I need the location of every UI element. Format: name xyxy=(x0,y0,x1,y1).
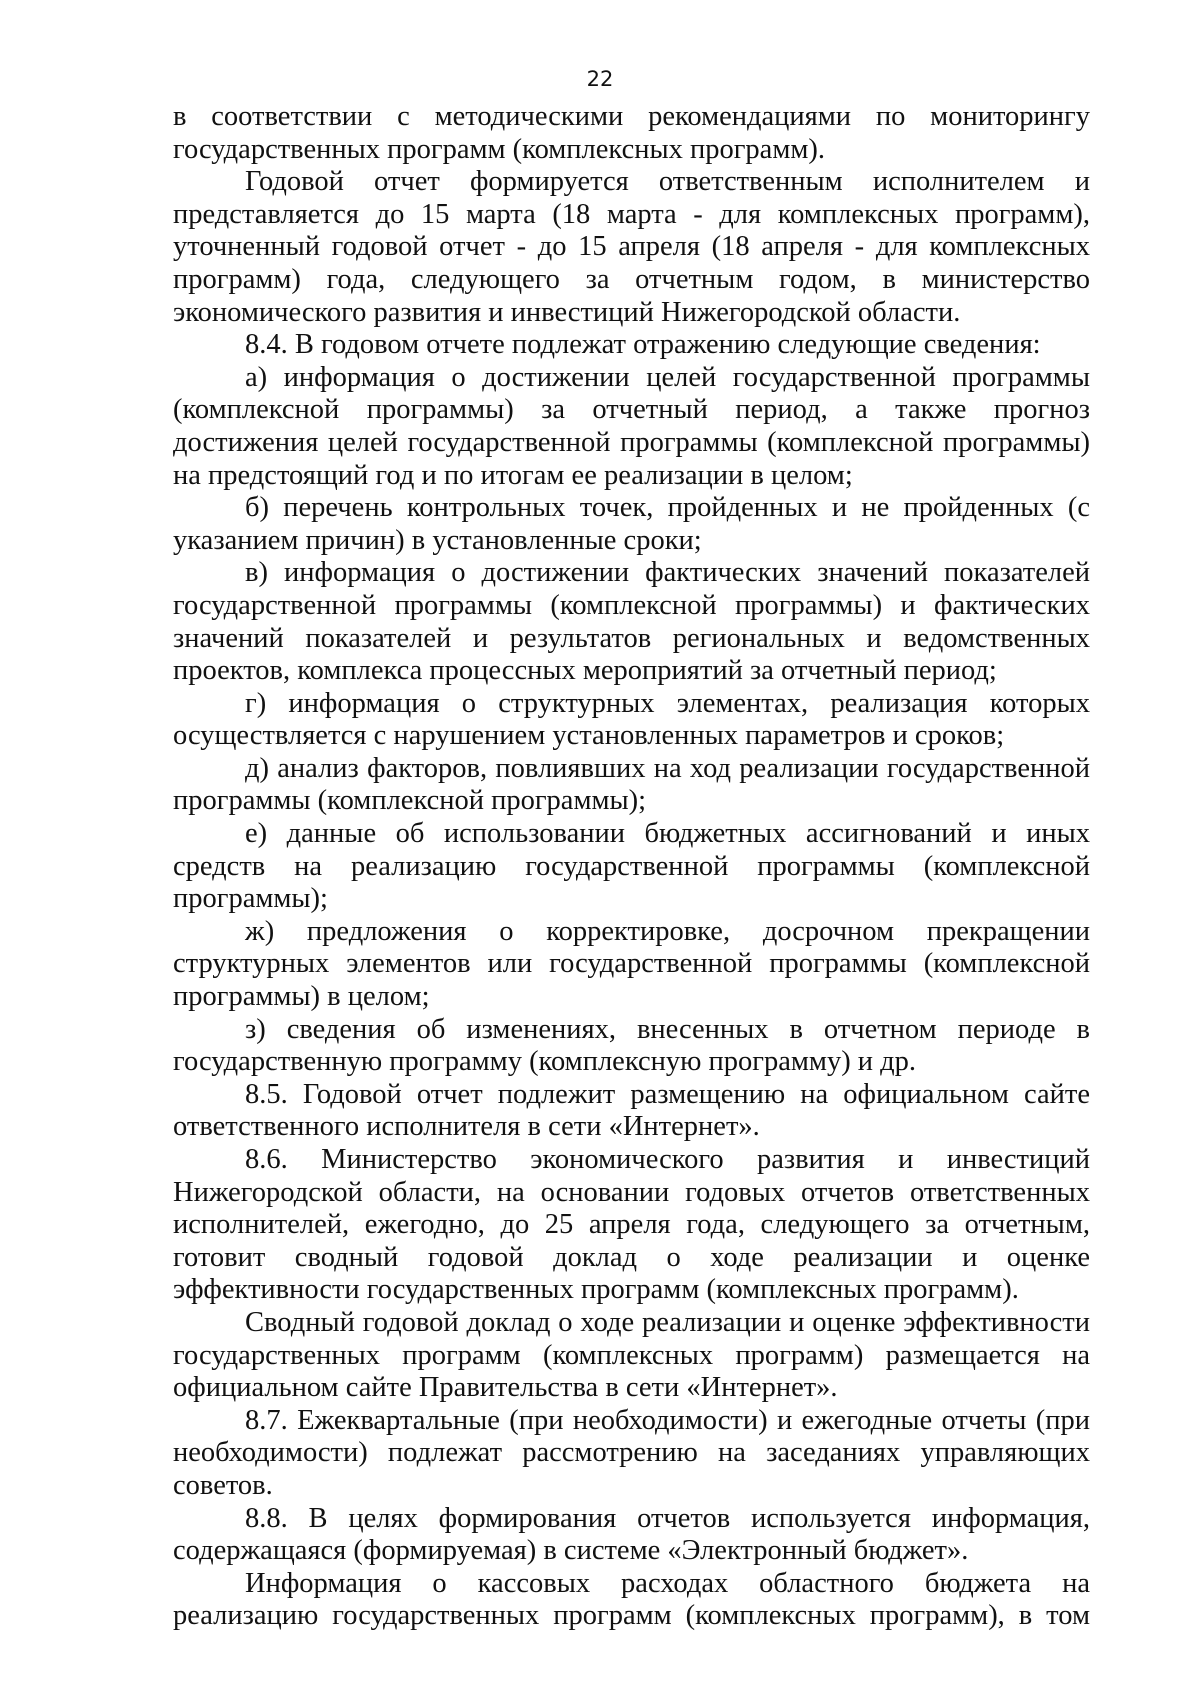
paragraph: г) информация о структурных элементах, реализация которых осуществляется с нарушением установленных параметров и сроков; xyxy=(173,687,1090,752)
paragraph: з) сведения об изменениях, внесенных в отчетном периоде в государственную программу (комплексную программу) и др. xyxy=(173,1013,1090,1078)
paragraph: е) данные об использовании бюджетных ассигнований и иных средств на реализацию государственной программы (комплексной программы); xyxy=(173,818,1090,915)
paragraph: 8.7. Ежеквартальные (при необходимости) и ежегодные отчеты (при необходимости) подлежат рассмотрению на заседаниях управляющих советов. xyxy=(173,1404,1090,1501)
page-number: 22 xyxy=(586,67,614,91)
paragraph: 8.4. В годовом отчете подлежат отражению следующие сведения: xyxy=(245,329,1041,361)
paragraph: в) информация о достижении фактических значений показателей государственной программы (комплексной программы) и фактических значений показателей и результатов региональных и ведомственных проектов, комплекса процессных мероприятий за отчетный период; xyxy=(173,557,1090,687)
paragraph: 8.5. Годовой отчет подлежит размещению на официальном сайте ответственного исполнителя в сети «Интернет». xyxy=(173,1078,1090,1143)
paragraph: в соответствии с методическими рекомендациями по мониторингу государственных программ (комплексных программ). xyxy=(173,101,1090,165)
paragraph: б) перечень контрольных точек, пройденных и не пройденных (с указанием причин) в установленные сроки; xyxy=(173,492,1090,556)
document-body xyxy=(173,101,1090,1633)
paragraph: д) анализ факторов, повлиявших на ход реализации государственной программы (комплексной программы); xyxy=(173,752,1090,817)
paragraph: Информация о кассовых расходах областного бюджета на реализацию государственных программ (комплексных программ), в том xyxy=(173,1567,1090,1632)
paragraph: 8.8. В целях формирования отчетов используется информация, содержащаяся (формируемая) в системе «Электронный бюджет». xyxy=(173,1502,1090,1567)
paragraph: ж) предложения о корректировке, досрочном прекращении структурных элементов или государственной программы (комплексной программы) в целом; xyxy=(173,915,1090,1013)
paragraph: 8.6. Министерство экономического развития и инвестиций Нижегородской области, на основании годовых отчетов ответственных исполнителей, ежегодно, до 25 апреля года, следующего за отчетным, готовит сводный годовой доклад о ходе реализации и оценке эффективности государственных программ (комплексных программ). xyxy=(173,1144,1090,1306)
paragraph: Сводный годовой доклад о ходе реализации и оценке эффективности государственных программ (комплексных программ) размещается на официальном сайте Правительства в сети «Интернет». xyxy=(173,1306,1090,1404)
paragraph: а) информация о достижении целей государственной программы (комплексной программы) за отчетный период, а также прогноз достижения целей государственной программы (комплексной программы) на предстоящий год и по итогам ее реализации в целом; xyxy=(173,361,1090,491)
paragraph: Годовой отчет формируется ответственным исполнителем и представляется до 15 марта (18 марта - для комплексных программ), уточненный годовой отчет - до 15 апреля (18 апреля - для комплексных программ) года, следующего за отчетным годом, в министерство экономического развития и инвестиций Нижегородской области. xyxy=(173,166,1090,328)
